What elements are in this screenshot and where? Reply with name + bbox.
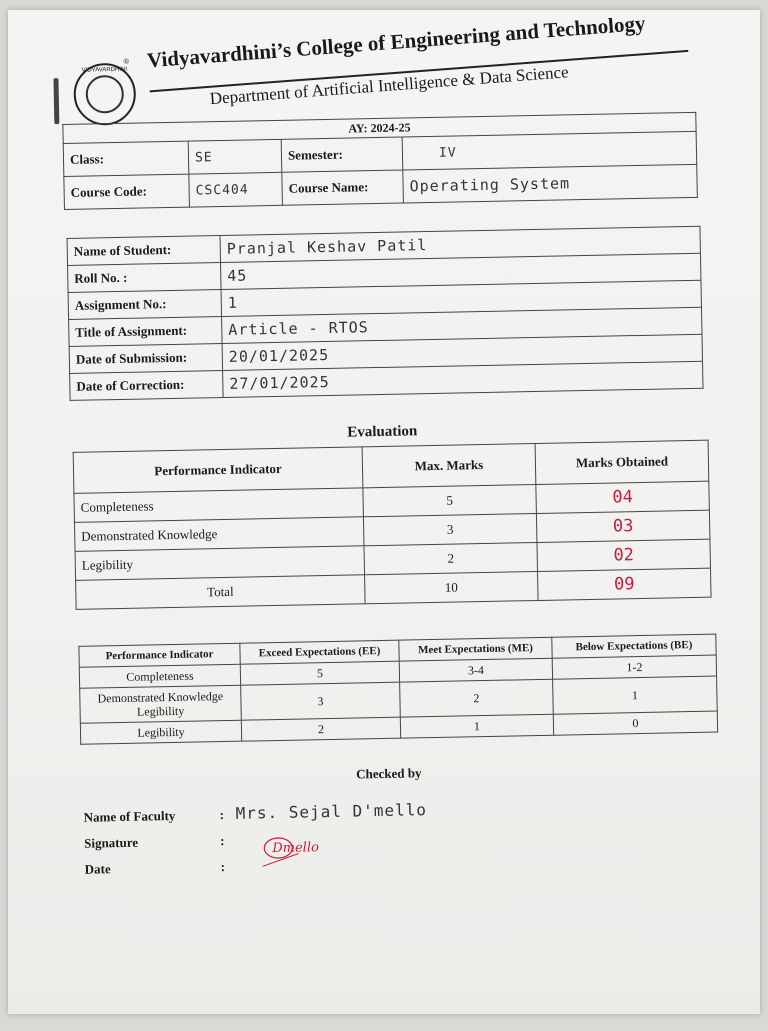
max-marks-cell: 3 xyxy=(363,513,537,545)
course-info-table xyxy=(62,112,698,210)
semester-value: IV xyxy=(402,131,697,170)
header-performance-indicator: Performance Indicator xyxy=(73,447,363,494)
rubric-ee-cell: 5 xyxy=(240,661,399,685)
faculty-name-value: Mrs. Sejal D'mello xyxy=(235,800,428,823)
marks-obtained-cell: 02 xyxy=(537,539,711,571)
header-max-marks: Max. Marks xyxy=(362,444,536,488)
rubric-indicator-cell: Demonstrated Knowledge Legibility xyxy=(80,685,242,723)
max-marks-cell: 5 xyxy=(363,485,537,517)
evaluation-title: Evaluation xyxy=(347,423,418,441)
logo-emblem xyxy=(85,75,124,114)
indicator-cell: Legibility xyxy=(75,546,365,581)
rubric-header-indicator: Performance Indicator xyxy=(79,643,240,667)
rubric-table xyxy=(78,634,718,745)
header-marks-obtained: Marks Obtained xyxy=(535,440,709,484)
rubric-header-me: Meet Expectations (ME) xyxy=(399,637,552,661)
submission-date-value: 20/01/2025 xyxy=(222,334,702,370)
signature-text: Dmello xyxy=(272,840,320,857)
rubric-indicator-cell: Completeness xyxy=(79,664,240,688)
faculty-label: Name of Faculty xyxy=(83,807,176,825)
faculty-signature-icon xyxy=(258,831,349,873)
semester-label: Semester: xyxy=(281,137,403,172)
date-label: Date xyxy=(84,861,111,877)
date-colon: : xyxy=(220,859,226,875)
college-name: Vidyavardhini’s College of Engineering and Technology xyxy=(146,10,647,73)
course-code-value: CSC404 xyxy=(189,172,283,207)
faculty-colon: : xyxy=(219,807,225,823)
rubric-ee-cell: 3 xyxy=(241,682,401,720)
evaluation-table xyxy=(73,440,712,610)
class-value: SE xyxy=(188,139,282,174)
indicator-cell: Completeness xyxy=(74,488,364,523)
rubric-be-cell: 1 xyxy=(553,676,718,714)
rubric-be-cell: 1-2 xyxy=(552,655,716,679)
total-label-cell: Total xyxy=(76,575,366,610)
marks-obtained-cell: 03 xyxy=(536,510,710,542)
rubric-me-cell: 2 xyxy=(400,679,554,717)
total-obtained-cell: 09 xyxy=(538,568,712,600)
student-name-value: Pranjal Keshav Patil xyxy=(220,226,700,262)
student-name-label: Name of Student: xyxy=(67,236,220,266)
marks-obtained-cell: 04 xyxy=(536,481,710,513)
roll-no-value: 45 xyxy=(221,253,701,289)
course-code-label: Course Code: xyxy=(64,174,190,209)
indicator-cell: Demonstrated Knowledge xyxy=(74,517,364,552)
assignment-no-value: 1 xyxy=(221,280,701,316)
binder-hole-mark xyxy=(53,78,59,124)
rubric-header-be: Below Expectations (BE) xyxy=(552,634,716,658)
correction-date-value: 27/01/2025 xyxy=(223,361,703,397)
checked-by-heading: Checked by xyxy=(356,765,422,782)
rubric-header-ee: Exceed Expectations (EE) xyxy=(240,640,399,664)
rubric-me-cell: 1 xyxy=(400,714,553,738)
max-marks-cell: 2 xyxy=(364,542,538,574)
rubric-indicator-cell: Legibility xyxy=(80,720,241,744)
college-logo-icon xyxy=(73,63,136,126)
correction-date-label: Date of Correction: xyxy=(70,370,223,400)
assignment-title-value: Article - RTOS xyxy=(222,307,702,343)
total-max-cell: 10 xyxy=(365,571,539,603)
academic-year: AY: 2024-25 xyxy=(63,112,696,143)
course-name-value: Operating System xyxy=(403,164,698,203)
rubric-ee-cell: 2 xyxy=(241,717,400,741)
rubric-be-cell: 0 xyxy=(553,711,717,735)
assignment-no-label: Assignment No.: xyxy=(68,290,221,320)
signature-label: Signature xyxy=(84,834,139,851)
signature-colon: : xyxy=(219,833,225,849)
course-name-label: Course Name: xyxy=(282,170,404,205)
student-info-table xyxy=(67,226,704,401)
assignment-title-label: Title of Assignment: xyxy=(69,317,222,347)
registered-mark: ® xyxy=(123,56,130,66)
class-label: Class: xyxy=(63,141,189,176)
roll-no-label: Roll No. : xyxy=(68,263,221,293)
logo-text: VIDYAVARDHINI xyxy=(81,66,128,74)
department-name: Department of Artificial Intelligence & Data Science xyxy=(209,62,570,109)
submission-date-label: Date of Submission: xyxy=(69,343,222,373)
rubric-me-cell: 3-4 xyxy=(399,658,552,682)
